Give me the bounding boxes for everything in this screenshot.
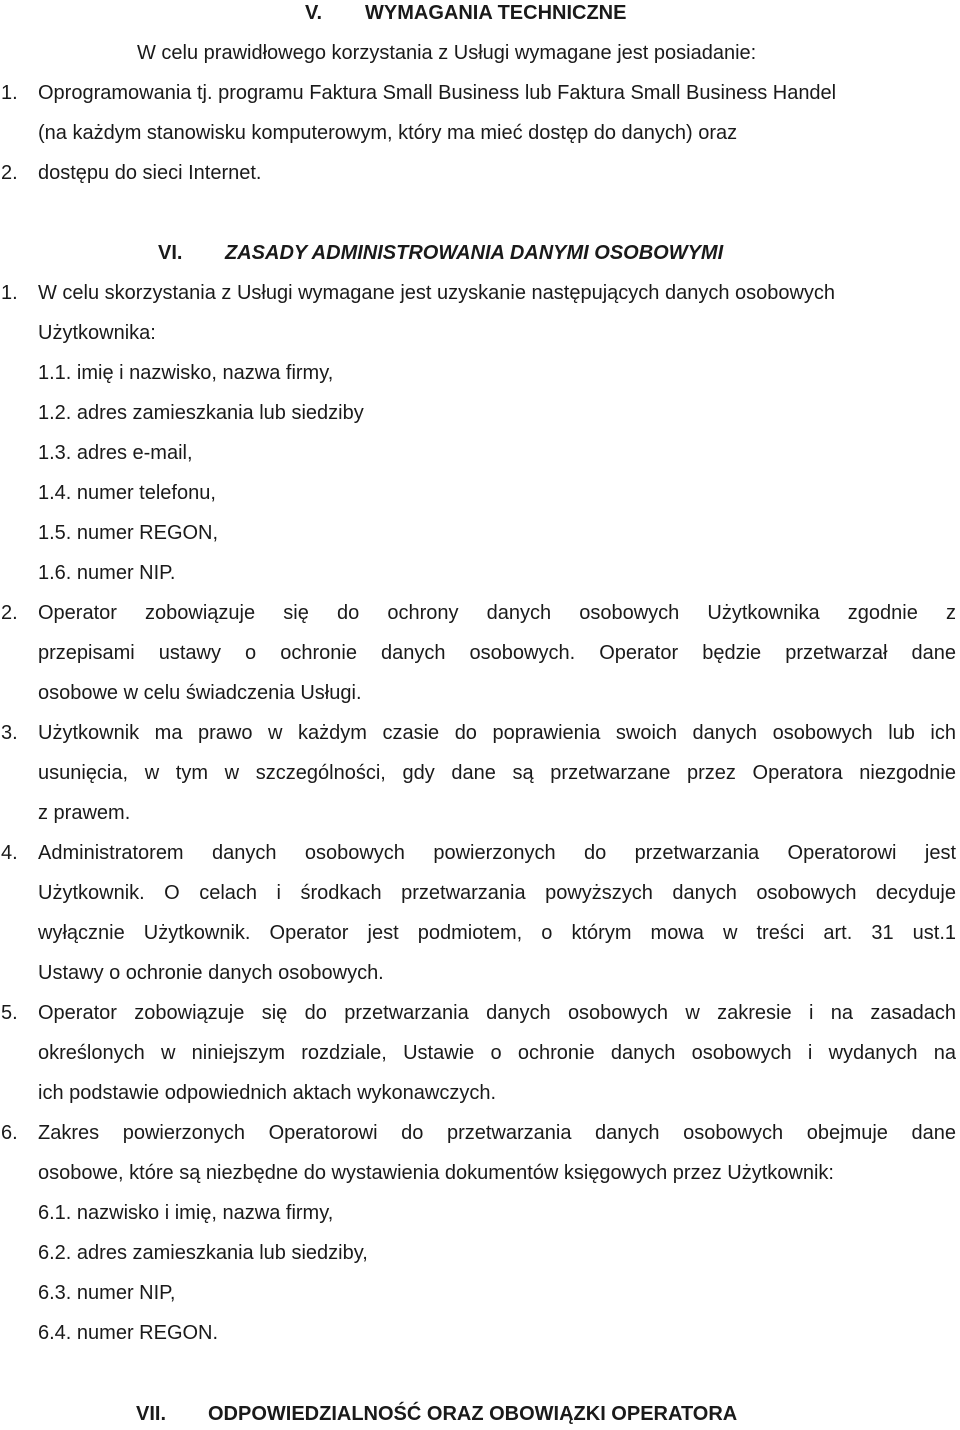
- vi-item4-number: 4.: [1, 842, 18, 864]
- section-vii-title: ODPOWIEDZIALNOŚĆ ORAZ OBOWIĄZKI OPERATORA: [208, 1403, 738, 1425]
- vi-item1-line2: Użytkownika:: [38, 322, 156, 344]
- vi-item3-line3: z prawem.: [38, 802, 131, 824]
- vi-item4-line4: Ustawy o ochronie danych osobowych.: [38, 962, 384, 984]
- section-v-number: V.: [305, 2, 323, 24]
- section-v-item1-line2: (na każdym stanowisku komputerowym, który ma mieć dostęp do danych) oraz: [38, 122, 738, 144]
- vi-item5-number: 5.: [1, 1002, 18, 1024]
- vi-item5-line2: określonych w niniejszym rozdziale, Ustawie o ochronie danych osobowych i wydanych na: [38, 1042, 956, 1064]
- vi-item2-number: 2.: [1, 602, 18, 624]
- vi-subitem-1-2: 1.2. adres zamieszkania lub siedziby: [38, 402, 364, 424]
- vi-item6-line2: osobowe, które są niezbędne do wystawienia dokumentów księgowych przez Użytkownik:: [38, 1162, 834, 1184]
- vi-subitem-1-1: 1.1. imię i nazwisko, nazwa firmy,: [38, 362, 334, 384]
- vi-item5-line1: Operator zobowiązuje się do przetwarzania danych osobowych w zakresie i na zasadach: [38, 1002, 956, 1024]
- vi-subitem-1-4: 1.4. numer telefonu,: [38, 482, 216, 504]
- vi-item3-number: 3.: [1, 722, 18, 744]
- vi-subitem-6-3: 6.3. numer NIP,: [38, 1282, 176, 1304]
- section-v-item2-line1: dostępu do sieci Internet.: [38, 162, 262, 184]
- vi-item2-line3: osobowe w celu świadczenia Usługi.: [38, 682, 362, 704]
- vi-subitem-1-5: 1.5. numer REGON,: [38, 522, 219, 544]
- vi-subitem-6-4: 6.4. numer REGON.: [38, 1322, 219, 1344]
- vi-subitem-6-1: 6.1. nazwisko i imię, nazwa firmy,: [38, 1202, 334, 1224]
- section-v-item1-number: 1.: [1, 82, 18, 104]
- vi-item6-number: 6.: [1, 1122, 18, 1144]
- vi-subitem-6-2: 6.2. adres zamieszkania lub siedziby,: [38, 1242, 368, 1264]
- section-v-title: WYMAGANIA TECHNICZNE: [365, 2, 627, 24]
- vi-item4-line2: Użytkownik. O celach i środkach przetwarzania powyższych danych osobowych decyduje: [38, 882, 956, 904]
- vi-item4-line3: wyłącznie Użytkownik. Operator jest podmiotem, o którym mowa w treści art. 31 ust.1: [38, 922, 956, 944]
- vi-item4-line1: Administratorem danych osobowych powierzonych do przetwarzania Operatorowi jest: [38, 842, 956, 864]
- section-vii-number: VII.: [136, 1403, 167, 1425]
- vi-subitem-1-3: 1.3. adres e-mail,: [38, 442, 193, 464]
- vi-subitem-1-6: 1.6. numer NIP.: [38, 562, 176, 584]
- vi-item1-line1: W celu skorzystania z Usługi wymagane jest uzyskanie następujących danych osobowych: [38, 282, 836, 304]
- vi-item3-line2: usunięcia, w tym w szczególności, gdy dane są przetwarzane przez Operatora niezgodnie: [38, 762, 956, 784]
- section-v-item2-number: 2.: [1, 162, 18, 184]
- vi-item3-line1: Użytkownik ma prawo w każdym czasie do poprawienia swoich danych osobowych lub ich: [38, 722, 956, 744]
- vi-item1-number: 1.: [1, 282, 18, 304]
- vi-item2-line1: Operator zobowiązuje się do ochrony danych osobowych Użytkownika zgodnie z: [38, 602, 956, 624]
- vi-item5-line3: ich podstawie odpowiednich aktach wykonawczych.: [38, 1082, 497, 1104]
- section-vi-number: VI.: [158, 242, 183, 264]
- vi-item6-line1: Zakres powierzonych Operatorowi do przetwarzania danych osobowych obejmuje dane: [38, 1122, 956, 1144]
- section-v-intro: W celu prawidłowego korzystania z Usługi wymagane jest posiadanie:: [137, 42, 757, 64]
- vi-item2-line2: przepisami ustawy o ochronie danych osobowych. Operator będzie przetwarzał dane: [38, 642, 956, 664]
- section-v-item1-line1: Oprogramowania tj. programu Faktura Small Business lub Faktura Small Business Handel: [38, 82, 837, 104]
- section-vi-title: ZASADY ADMINISTROWANIA DANYMI OSOBOWYMI: [225, 242, 724, 264]
